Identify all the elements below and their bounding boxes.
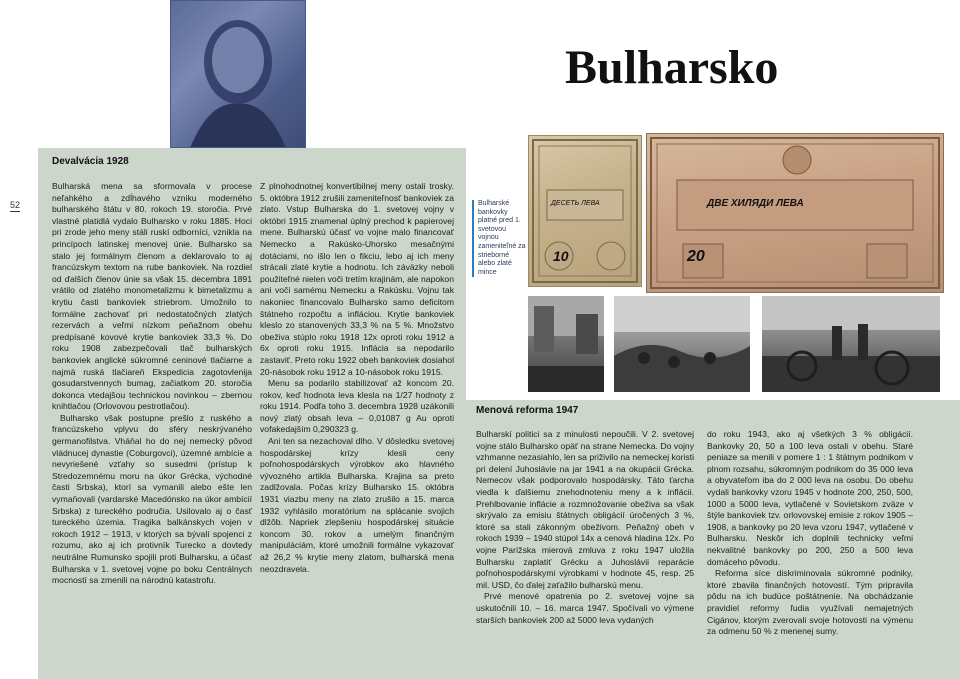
paragraph: Menu sa podarilo stabilizovať až koncom 20. rokov, keď hodnota leva klesla na 1/27 hodnoty z roku 1914. Podľa toho 3. decembra 1928 uzákonili nový zlatý obsah leva – 0,01087 g Au oproti vofakedajším 0,290323 g. [260, 378, 454, 435]
banknote-10-label: ДЕСЕТЬ ЛЕВА [551, 200, 600, 207]
banknote-10-leva-image [528, 135, 642, 287]
banknote-large-value: 20 [687, 248, 705, 265]
banknote-caption: Bulharské bankovky platné pred 1. svetovou vojnou zameniteľné za strieborné alebo zlaté mince [472, 200, 528, 277]
historical-photo-street [528, 296, 604, 392]
text-column-1 [52, 181, 252, 591]
banknote-large-label: ДВЕ ХИЛЯДИ ЛЕВА [707, 198, 804, 209]
paragraph: do roku 1943, ako aj všetkých 3 % obligácií. Bankovky 20, 50 a 100 leva ostali v obehu. Staré peniaze sa menili v pomere 1 : 1 štátnym podnikom v plnom rozsahu, súkromným podnikom do 35 000 leva a obyvateľom iba do 2 000 leva na osobu. Do obehu vydali bankovky vzoru 1945 v hodnote 200, 250, 500, 1000 a 5000 leva, vytlačené v Sovietskom zväze v štýle bankoviek tzv. orlovovskej emisie z rokov 1905 – 1908, a bankovky po 20 leva vzoru 1947, vytlačené v Bulharsku. Neskôr ich doplnili technicky veľmi nekvalitné bankovky po 200, 250 a 500 leva domáceho pôvodu. [707, 429, 913, 567]
paragraph: Z plnohodnotnej konvertibilnej meny ostali trosky. 5. októbra 1912 zrušili zameniteľnosť bankoviek za zlato. Vstup Bulharska do 1. svetovej vojny v októbri 1915 znamenal úplný prechod k papierovej mene. Bulharskú účasť vo vojne malo financovať Nemecko a Rakúsko-Uhorsko mesačnými dotáciami, no išlo len o fikciu, lebo aj ich meny strácali zlaté krytie a hodnotu. Ich záväzky neboli použiteľné nielen voči tretím krajinám, ale napokon ani voči samému Nemecku a Rakúsku. Vojnu tak nakoniec financovalo Bulharsko samo deficitom štátneho rozpočtu a infláciou. Krytie bankoviek kleslo zo stanovených 33,3 % na 5 %. Množstvo obeživa stúplo roku 1918 12x oproti roku 1912 a 6x oproti roku 1915. Inflácia sa nepodarilo zastaviť. Preto roku 1922 obeh bankoviek dosiahol 20-násobok roku 1912 a 10-násobok roku 1915. [260, 181, 454, 377]
page-number: 52 [10, 200, 21, 210]
text-column-4 [707, 429, 913, 637]
paragraph: Bulharsko však postupne prešlo z ruského a francúzskeho vplyvu do sféry neskrývaného germanofilstva. Vháňal ho do nej nemecký pôvod vládnucej dynastie (Coburgovci), územné ambície a nevyriešené vzťahy so susedmi (prístup k Stredozemnému moru na úkor Grécka, východné časti Srbska), ktorí sa vymanili alebo ešte len vymaňovali (vardarské Macedónsko na úkor ambícií Srbska) z tureckého područia. Usilovalo aj o časť tureckého územia. Tragika balkánskych vojen v rokoch 1912 – 1913, v ktorých sa bývalí spojenci z rozumu, ako aj ich protivník Turecko a dovtedy neutrálne Rumunsko spojili proti Bulharsku, a účasť Bulharska v 1. svetovej vojne po boku Centrálnych mocností sa zmenili na národnú katastrofu. [52, 412, 252, 586]
paragraph: Reforma síce diskriminovala súkromné podniky, ktoré zbavila finančných hotovostí. Tým pripravila pôdu na ich budúce poštátnenie. Na obchádzanie pravidiel reformy ľudia využívali nemajetných Cigánov, ktorým zverovali svoje hotovosti na výmenu za odmenu 50 % z menenej sumy. [707, 568, 913, 637]
historical-photo-crowd [614, 296, 750, 392]
banknote-large-image [646, 133, 944, 293]
banknote-10-value: 10 [553, 248, 569, 264]
portrait-engraving [170, 0, 306, 148]
section-title-menova-reforma: Menová reforma 1947 [476, 405, 579, 416]
historical-photo-soldiers [762, 296, 940, 392]
text-column-3 [476, 429, 694, 674]
page-title: Bulharsko [565, 41, 779, 94]
paragraph: Ani ten sa nezachoval dlho. V dôsledku svetovej hospodárskej krízy klesli ceny poľnohospodárskych výrobkov ako hlavného vývozného artikla Bulharska. Krajina sa preto zadlžovala. Počas krízy Bulharsko 15. októbra 1931 viazbu meny na zlato zrušilo a 15. marca 1932 vyhlásilo moratórium na splácanie svojich dlžôb. Napriek zlepšeniu hospodárskej situácie koncom 30. rokov a umelým finančným manipuláciám, ktoré umožnili formálne vykazovať až 26,2 % krytie meny zlatom, bulharská mena neozdravela. [260, 436, 454, 574]
paragraph: Bulharská mena sa sformovala v procese neľahkého a zdĺhavého vzniku moderného bulharského štátu v 80. rokoch 19. storočia. Prvé vlastné platidlá vydalo Bulharsko v roku 1885. Hoci pri zrode jeho meny stáli ruskí odborníci, vznikla na princípoch latinskej menovej únie. Bulharsko sa stalo jej formálnym členom a deklarovalo to aj francúzskym textom na rube bankoviek. Na rozdiel od ďalších členov únie sa však 15. decembra 1891 vrátilo od zlatého monometalizmu k bimetalizmu a krytiu časti bankoviek striebrom. Umožnilo to formálne zachovať pri nedostatočných zlatých rezervách a veľmi nízkom peňažnom obehu predpísané kovové krytie bankoviek 33,3 %. Do roku 1908 zabezpečovali tlač bulharských bankoviek anglické súkromné ceninové tlačiarne a najmä ruská tlačiareň Ekspedicia zagotovlenija gosudarstvennych bumag, začiatkom 20. storočia dokonca vtedajšou technickou novinkou – zbernou knihtlačou (Orlovovou pestrotlačou). [52, 181, 252, 412]
paragraph: Prvé menové opatrenia po 2. svetovej vojne sa uskutočnili 10. – 16. marca 1947. Spočívali vo výmene starších bankoviek 200 až 5000 leva vydaných [476, 591, 694, 625]
text-column-2 [260, 181, 454, 671]
paragraph: Bulharskí politici sa z minulosti nepoučili. V 2. svetovej vojne stálo Bulharsko opäť na strane Nemecka. Do vojny vzhmanne nezasiahlo, len sa priživilo na nemeckej koristi pri delení Juhoslávie na jar 1941 a na okupácii Grécka. Nemecov však podporovalo hospodársky. Táto ťarcha viedla k ďalšiemu znehodnoteniu meny a k inflácii. Prehlbovanie inflácie a rozmnožovanie obeživa sa však skrývalo za emisiu štátnych obligácií úročených 3 %, ktoré sa stali zákonným obeživom. Peňažný obeh v rokoch 1939 – 1940 stúpol 14x a cenová hladina 12x. Po vojne Parížska mierová zmluva z roku 1947 uložila Bulharsku zaplatiť Grécku a Juhoslávii reparácie poľnohospodárskymi výrobkami v hodnote 45, resp. 25 mil. USD, čo ďalej zaťažilo bulharskú menu. [476, 429, 694, 590]
section-title-devalvacia: Devalvácia 1928 [52, 156, 129, 167]
